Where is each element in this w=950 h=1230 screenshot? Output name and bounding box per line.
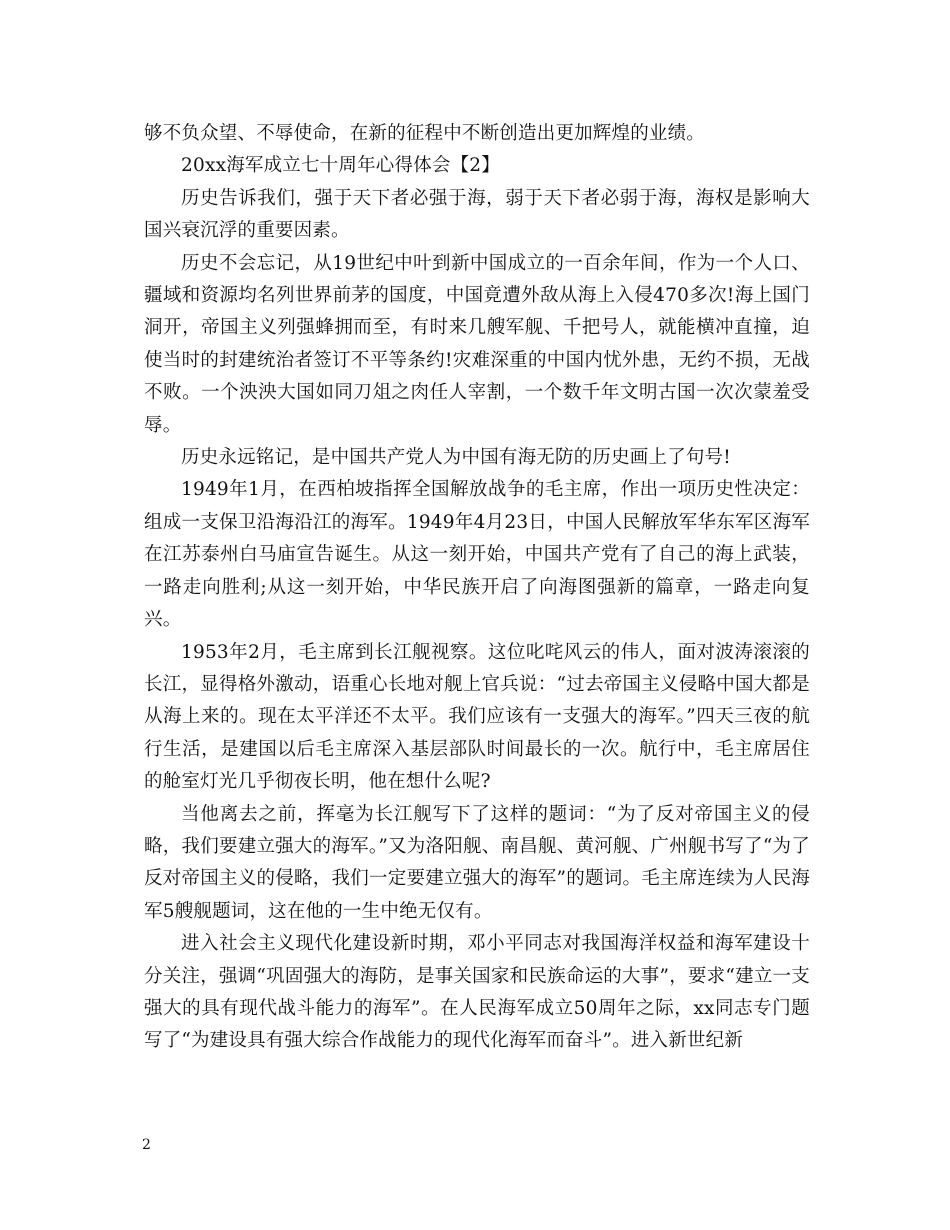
paragraph-5: 历史永远铭记，是中国共产党人为中国有海无防的历史画上了句号! (181, 447, 731, 469)
page-number: 2 (142, 1137, 151, 1153)
paragraph-8: 当他离去之前，挥毫为长江舰写下了这样的题词：“为了反对帝国主义的侵略，我们要建立强大的海军。”又为洛阳舰、南昌舰、黄河舰、广州舰书写了“为了反对帝国主义的侵略，我们一定要建立强大的海军”的题词。毛主席连续为人民海军5艘舰题词，这在他的一生中绝无仅有。 (144, 803, 810, 922)
paragraph-1: 够不负众望、不辱使命，在新的征程中不断创造出更加辉煌的业绩。 (144, 123, 706, 144)
paragraph-7: 1953年2月，毛主席到长江舰视察。这位叱咤风云的伟人，面对波涛滚滚的长江，显得格外激动，语重心长地对舰上官兵说：“过去帝国主义侵略中国大都是从海上来的。现在太平洋还不太平。我们应该有一支强大的海军。”四天三夜的航行生活，是建国以后毛主席深入基层部队时间最长的一次。航行中，毛主席居住的舱室灯光几乎彻夜长明，他在想什么呢? (144, 641, 810, 793)
paragraph-6: 1949年1月，在西柏坡指挥全国解放战争的毛主席，作出一项历史性决定：组成一支保卫沿海沿江的海军。1949年4月23日，中国人民解放军华东军区海军在江苏泰州白马庙宣告诞生。从这一刻开始，中国共产党有了自己的海上武装，一路走向胜利;从这一刻开始，中华民族开启了向海图强新的篇章，一路走向复兴。 (144, 479, 810, 631)
paragraph-3: 历史告诉我们，强于天下者必强于海，弱于天下者必弱于海，海权是影响大国兴衰沉浮的重要因素。 (144, 187, 810, 242)
paragraph-9: 进入社会主义现代化建设新时期，邓小平同志对我国海洋权益和海军建设十分关注，强调“巩固强大的海防，是事关国家和民族命运的大事”，要求“建立一支强大的具有现代战斗能力的海军”。在人民海军成立50周年之际，xx同志专门题写了“为建设具有强大综合作战能力的现代化海军而奋斗”。进入新世纪新 (144, 933, 810, 1052)
document-body (144, 118, 810, 1058)
paragraph-4: 历史不会忘记，从19世纪中叶到新中国成立的一百余年间，作为一个人口、疆域和资源均名列世界前茅的国度，中国竟遭外敌从海上入侵470多次!海上国门洞开，帝国主义列强蜂拥而至，有时来几艘军舰、千把号人，就能横冲直撞，迫使当时的封建统治者签订不平等条约!灾难深重的中国内忧外患，无约不损，无战不败。一个泱泱大国如同刀俎之肉任人宰割，一个数千年文明古国一次次蒙羞受辱。 (144, 252, 810, 436)
section-heading: 20xx海军成立七十周年心得体会【2】 (181, 155, 500, 177)
